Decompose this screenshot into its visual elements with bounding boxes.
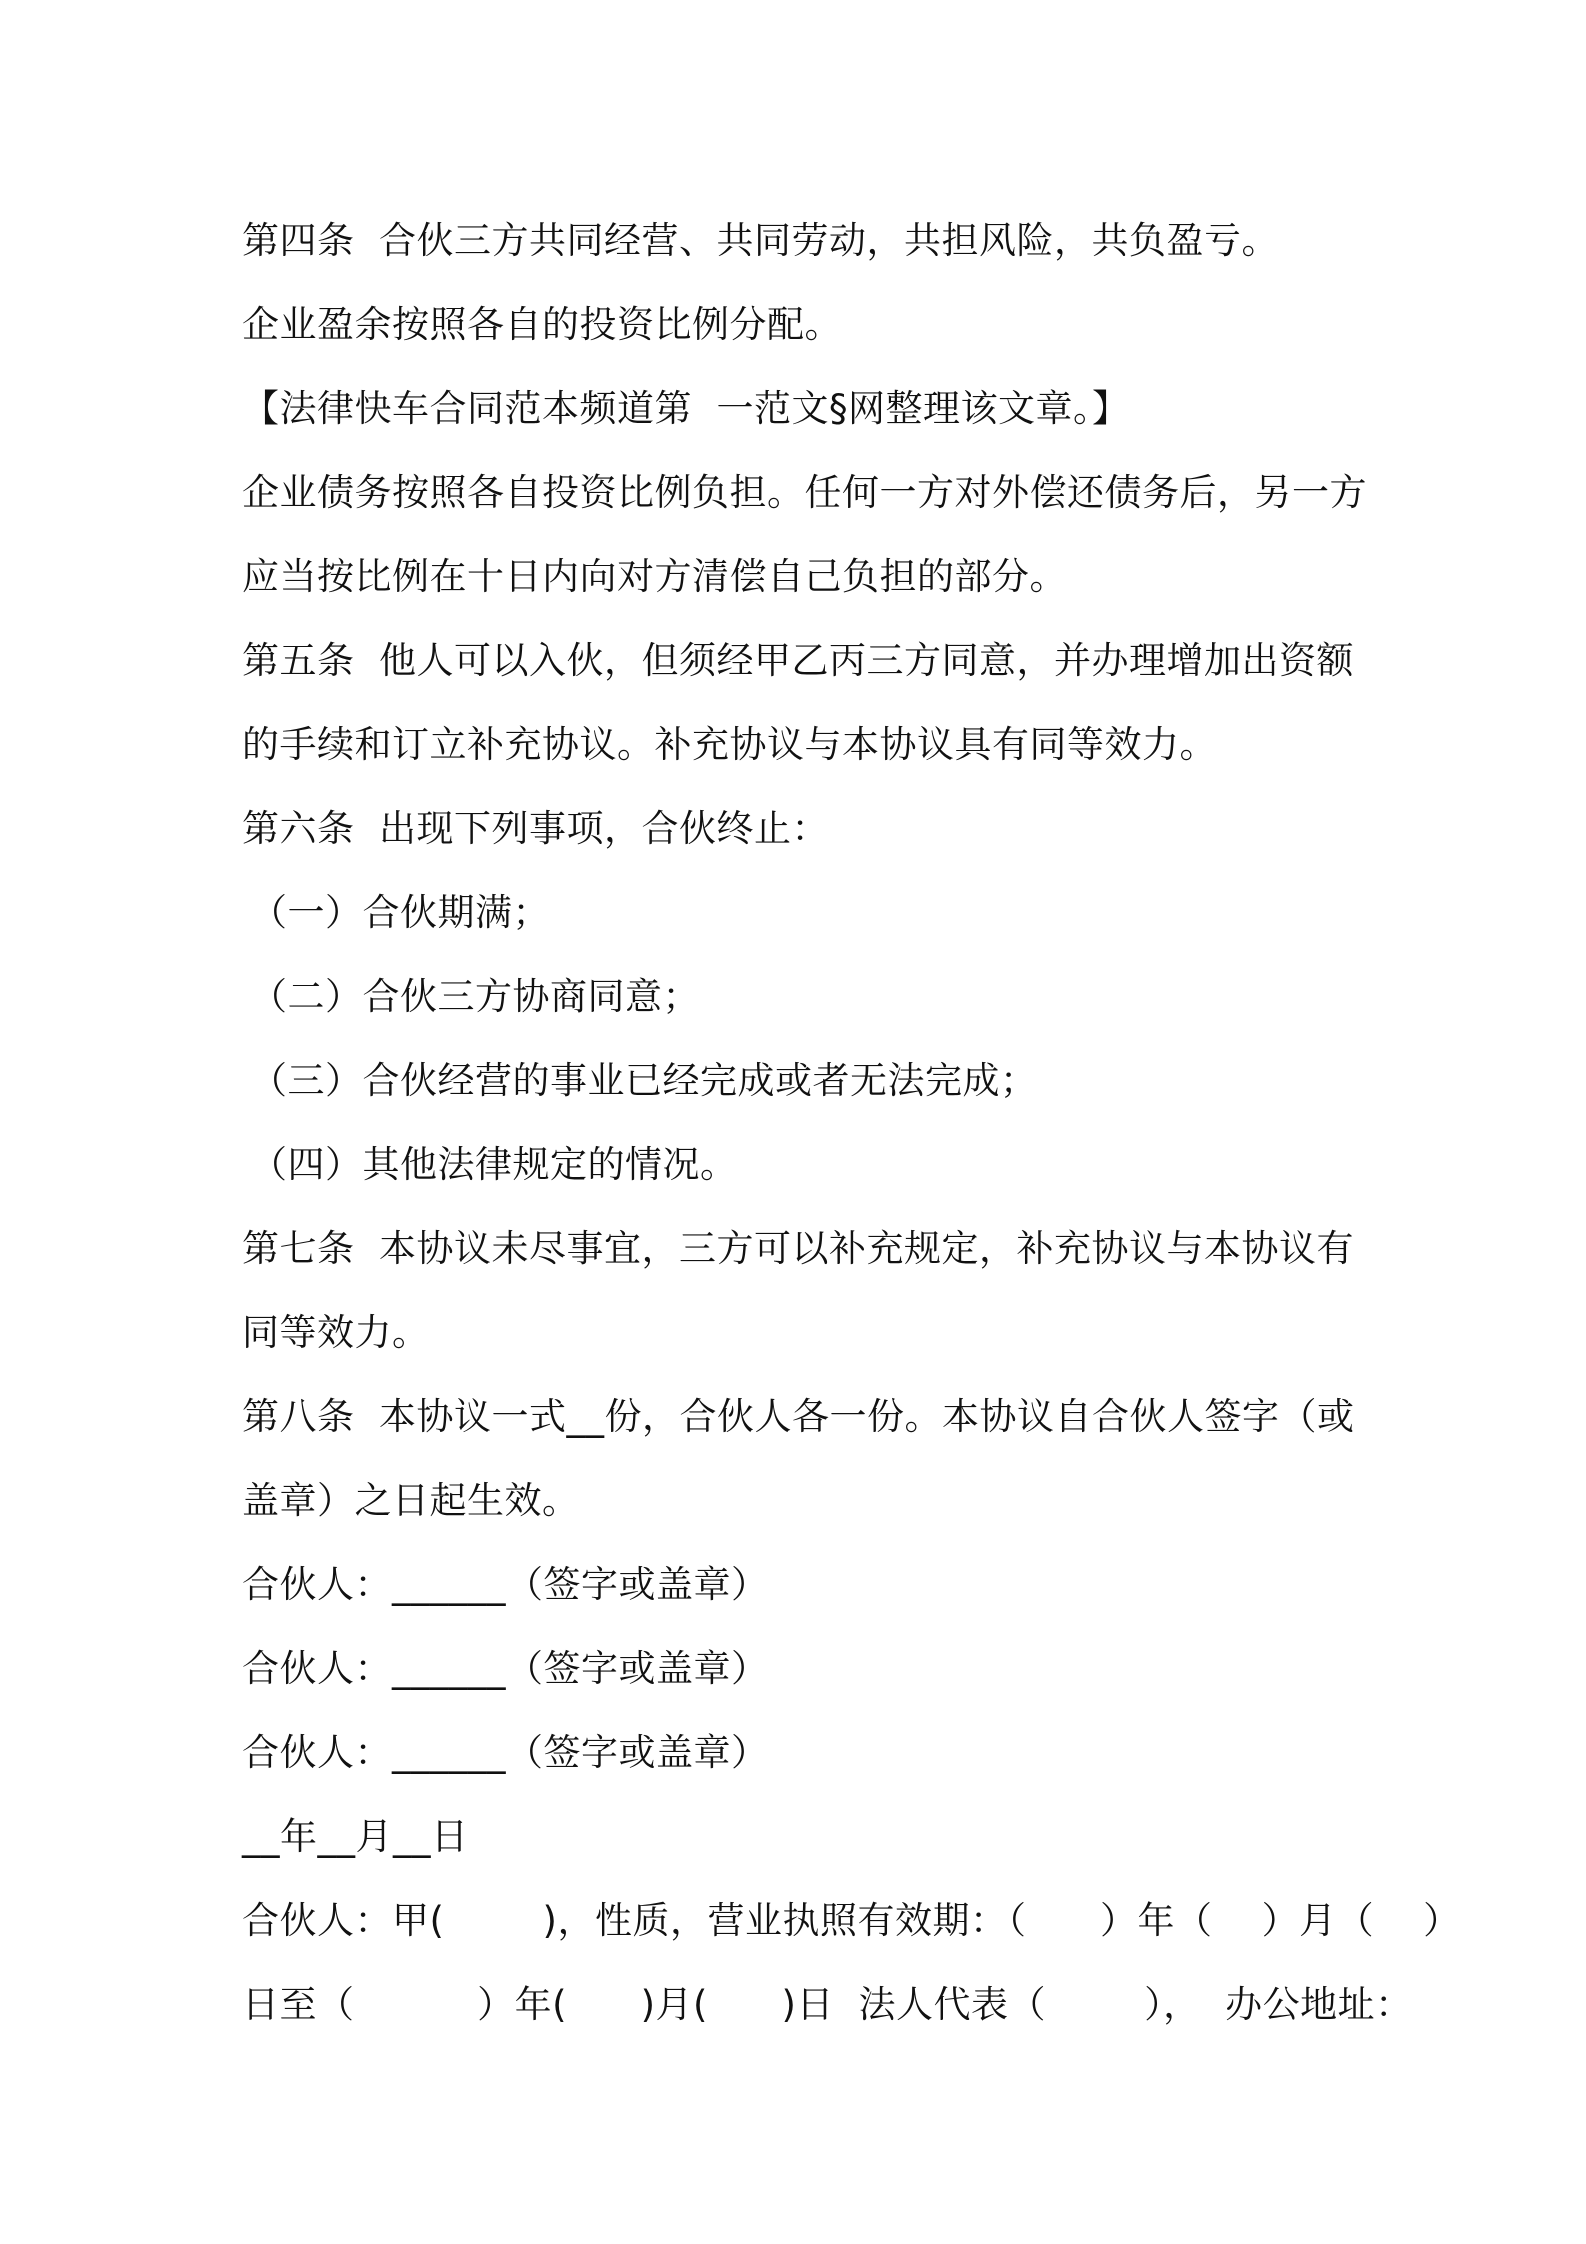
article-4-line: 第四条 合伙三方共同经营、共同劳动，共担风险，共负盈亏。	[242, 219, 1280, 262]
date-line: __年__月__日	[242, 1815, 469, 1858]
profit-distribution-line: 企业盈余按照各自的投资比例分配。	[242, 303, 842, 346]
document-body	[242, 199, 1461, 2047]
source-note-line: 【法律快车合同范本频道第 一范文§网整理该文章。】	[242, 387, 1130, 430]
article-7-line-2: 同等效力。	[242, 1311, 430, 1354]
partner-info-line-1: 合伙人：甲( )，性质，营业执照有效期：（ ）年（ ）月（ ）	[242, 1899, 1461, 1942]
termination-item-1: （一）合伙期满；	[250, 891, 550, 934]
partner-signature-2: 合伙人：______（签字或盖章）	[242, 1647, 769, 1690]
partner-signature-1: 合伙人：______（签字或盖章）	[242, 1563, 769, 1606]
debt-line-2: 应当按比例在十日内向对方清偿自己负担的部分。	[242, 555, 1067, 598]
article-7-line-1: 第七条 本协议未尽事宜，三方可以补充规定，补充协议与本协议有	[242, 1227, 1355, 1270]
termination-item-2: （二）合伙三方协商同意；	[250, 975, 700, 1018]
article-8-line-1: 第八条 本协议一式__份，合伙人各一份。本协议自合伙人签字（或	[242, 1395, 1355, 1438]
article-8-line-2: 盖章）之日起生效。	[242, 1479, 580, 1522]
termination-item-4: （四）其他法律规定的情况。	[250, 1143, 738, 1186]
debt-line-1: 企业债务按照各自投资比例负担。任何一方对外偿还债务后，另一方	[242, 471, 1367, 514]
termination-item-3: （三）合伙经营的事业已经完成或者无法完成；	[250, 1059, 1038, 1102]
article-5-line-2: 的手续和订立补充协议。补充协议与本协议具有同等效力。	[242, 723, 1217, 766]
article-5-line-1: 第五条 他人可以入伙，但须经甲乙丙三方同意，并办理增加出资额	[242, 639, 1355, 682]
partner-signature-3: 合伙人：______（签字或盖章）	[242, 1731, 769, 1774]
article-6-line: 第六条 出现下列事项，合伙终止：	[242, 807, 830, 850]
partner-info-line-2: 日至（ ）年( )月( )日 法人代表（ ）， 办公地址：	[242, 1983, 1413, 2026]
